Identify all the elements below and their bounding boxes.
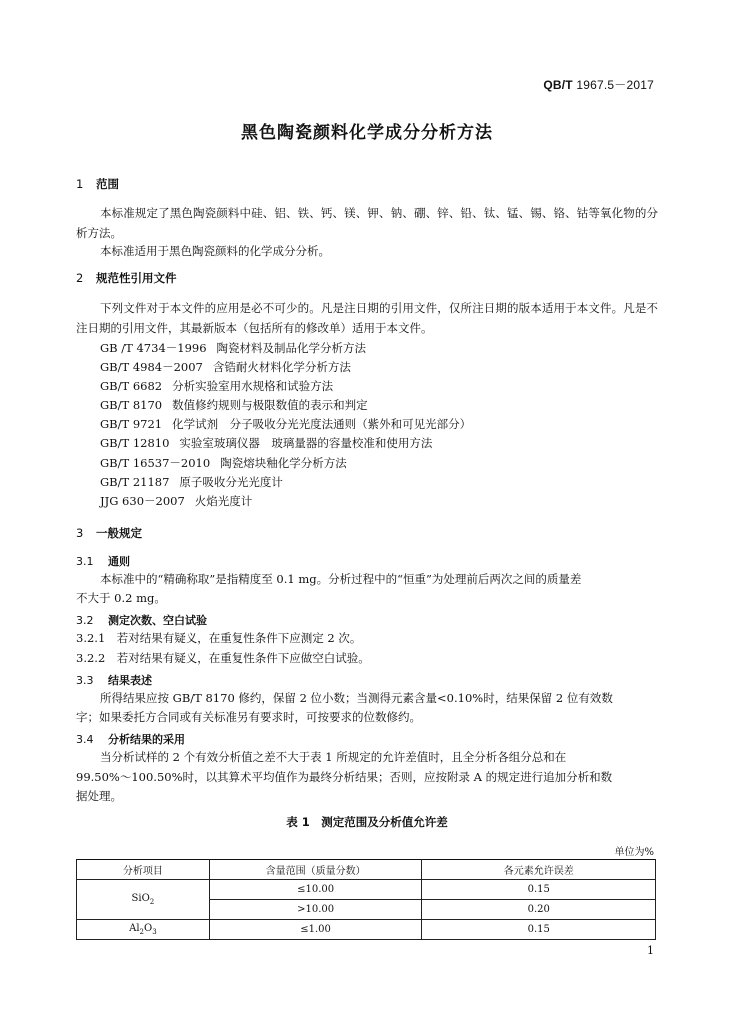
reference-item	[100, 397, 368, 413]
section-3-4-text-line: 据处理。	[76, 789, 122, 803]
reference-name: 分析实验室用水规格和试验方法	[172, 379, 334, 393]
cell-item	[77, 920, 210, 940]
standard-year: 1967.5－2017	[576, 78, 654, 92]
section-3-3-text-line: 字；如果委托方合同或有关标准另有要求时，可按要求的位数修约。	[76, 710, 421, 724]
clause-3-2-2: 3.2.2 若对结果有疑义，在重复性条件下应做空白试验。	[76, 651, 370, 665]
cell-item-subscript: 3	[152, 928, 157, 936]
cell-tolerance: 0.15	[422, 880, 656, 900]
standard-number	[543, 76, 654, 93]
reference-name: 实验室玻璃仪器 玻璃量器的容量校准和使用方法	[179, 436, 433, 450]
cell-item	[77, 880, 210, 920]
table-unit-note: 单位为%	[614, 847, 654, 858]
section-number: 3	[76, 526, 84, 540]
reference-name: 火焰光度计	[194, 494, 253, 508]
subsection-number: 3.4	[76, 733, 94, 746]
cell-item-subscript: 2	[139, 928, 144, 936]
reference-name: 陶瓷熔块釉化学分析方法	[220, 456, 347, 470]
section-number: 2	[76, 271, 84, 285]
subsection-title: 结果表述	[108, 674, 152, 687]
cell-item-text: O	[144, 923, 153, 934]
reference-code: GB/T 4984－2007	[100, 360, 203, 374]
cell-tolerance: 0.15	[422, 920, 656, 940]
header-tolerance: 各元素允许误差	[422, 860, 656, 880]
document-title: 黑色陶瓷颜料化学成分分析方法	[241, 123, 493, 143]
section-3-1-heading	[76, 553, 130, 569]
reference-code: GB/T 12810	[100, 436, 170, 450]
subsection-number: 3.3	[76, 674, 94, 687]
section-2-paragraph: 下列文件对于本文件的应用是必不可少的。凡是注日期的引用文件，仅所注日期的版本适用于本文件。凡是不注日期的引用文件，其最新版本（包括所有的修改单）适用于本文件。	[76, 301, 658, 335]
header-content-range: 含量范围（质量分数）	[209, 860, 422, 880]
section-1-heading	[76, 176, 119, 192]
cell-range: ≤1.00	[209, 920, 422, 940]
reference-item	[100, 493, 252, 509]
clause-3-2-1: 3.2.1 若对结果有疑义，在重复性条件下应测定 2 次。	[76, 631, 362, 645]
section-title: 一般规定	[96, 526, 142, 540]
reference-name: 含锆耐火材料化学分析方法	[212, 360, 351, 374]
table-header-row	[77, 860, 656, 880]
reference-code: GB /T 4734－1996	[100, 341, 207, 355]
section-3-3-heading	[76, 672, 152, 688]
section-1-paragraph-2: 本标准适用于黑色陶瓷颜料的化学成分分析。	[100, 244, 330, 258]
reference-name: 化学试剂 分子吸收分光光度法通则（紫外和可见光部分）	[172, 417, 472, 431]
section-number: 1	[76, 177, 84, 191]
section-3-4-text-line: 当分析试样的 2 个有效分析值之差不大于表 1 所规定的允许差值时，且全分析各组分总和在	[100, 750, 567, 764]
cell-range: ≤10.00	[209, 880, 422, 900]
reference-item	[100, 340, 366, 356]
header-analysis-item: 分析项目	[77, 860, 210, 880]
subsection-title: 分析结果的采用	[108, 733, 185, 746]
section-3-4-heading	[76, 731, 185, 747]
cell-item-text: SiO	[131, 893, 150, 904]
reference-item	[100, 455, 347, 471]
section-title: 规范性引用文件	[96, 271, 177, 285]
reference-code: JJG 630－2007	[100, 494, 185, 508]
cell-item-text: Al	[129, 923, 140, 934]
table-row	[77, 880, 656, 900]
subsection-title: 测定次数、空白试验	[108, 614, 207, 627]
reference-item	[100, 378, 333, 394]
section-3-1-text-line: 不大于 0.2 mg。	[76, 591, 166, 605]
table-row	[77, 920, 656, 940]
reference-name: 原子吸收分光光度计	[179, 475, 283, 489]
reference-name: 数值修约规则与极限数值的表示和判定	[172, 398, 368, 412]
subsection-number: 3.1	[76, 555, 94, 568]
subsection-title: 通则	[108, 555, 130, 568]
table-caption: 表 1 测定范围及分析值允许差	[286, 815, 448, 829]
reference-code: GB/T 21187	[100, 475, 170, 489]
subsection-number: 3.2	[76, 614, 94, 627]
reference-code: GB/T 8170	[100, 398, 163, 412]
reference-item	[100, 435, 432, 451]
standard-prefix: QB/T	[543, 78, 573, 92]
reference-code: GB/T 9721	[100, 417, 163, 431]
cell-item-subscript: 2	[149, 898, 155, 906]
reference-code: GB/T 16537－2010	[100, 456, 211, 470]
cell-range: >10.00	[209, 900, 422, 920]
section-3-1-text-line: 本标准中的“精确称取”是指精度至 0.1 mg。分析过程中的“恒重”为处理前后两次之间的质量差	[100, 572, 582, 586]
reference-item	[100, 416, 471, 432]
reference-item	[100, 474, 283, 490]
section-3-4-text-line: 99.50%～100.50%时，以其算术平均值作为最终分析结果；否则，应按附录 A 的规定进行追加分析和数	[76, 770, 613, 784]
section-3-3-text-line: 所得结果应按 GB/T 8170 修约，保留 2 位小数；当测得元素含量<0.10%时，结果保留 2 位有效数	[100, 691, 613, 705]
reference-name: 陶瓷材料及制品化学分析方法	[216, 341, 367, 355]
section-3-2-heading	[76, 612, 207, 628]
page-number: 1	[647, 944, 654, 957]
reference-code: GB/T 6682	[100, 379, 163, 393]
section-1-paragraph-1: 本标准规定了黑色陶瓷颜料中硅、铝、铁、钙、镁、钾、钠、硼、锌、铅、钛、锰、锡、铬、钴等氧化物的分析方法。	[76, 206, 658, 240]
tolerance-table	[76, 859, 656, 940]
section-2-heading	[76, 270, 177, 286]
section-title: 范围	[96, 177, 119, 191]
cell-tolerance: 0.20	[422, 900, 656, 920]
section-3-heading	[76, 525, 142, 541]
reference-item	[100, 359, 351, 375]
